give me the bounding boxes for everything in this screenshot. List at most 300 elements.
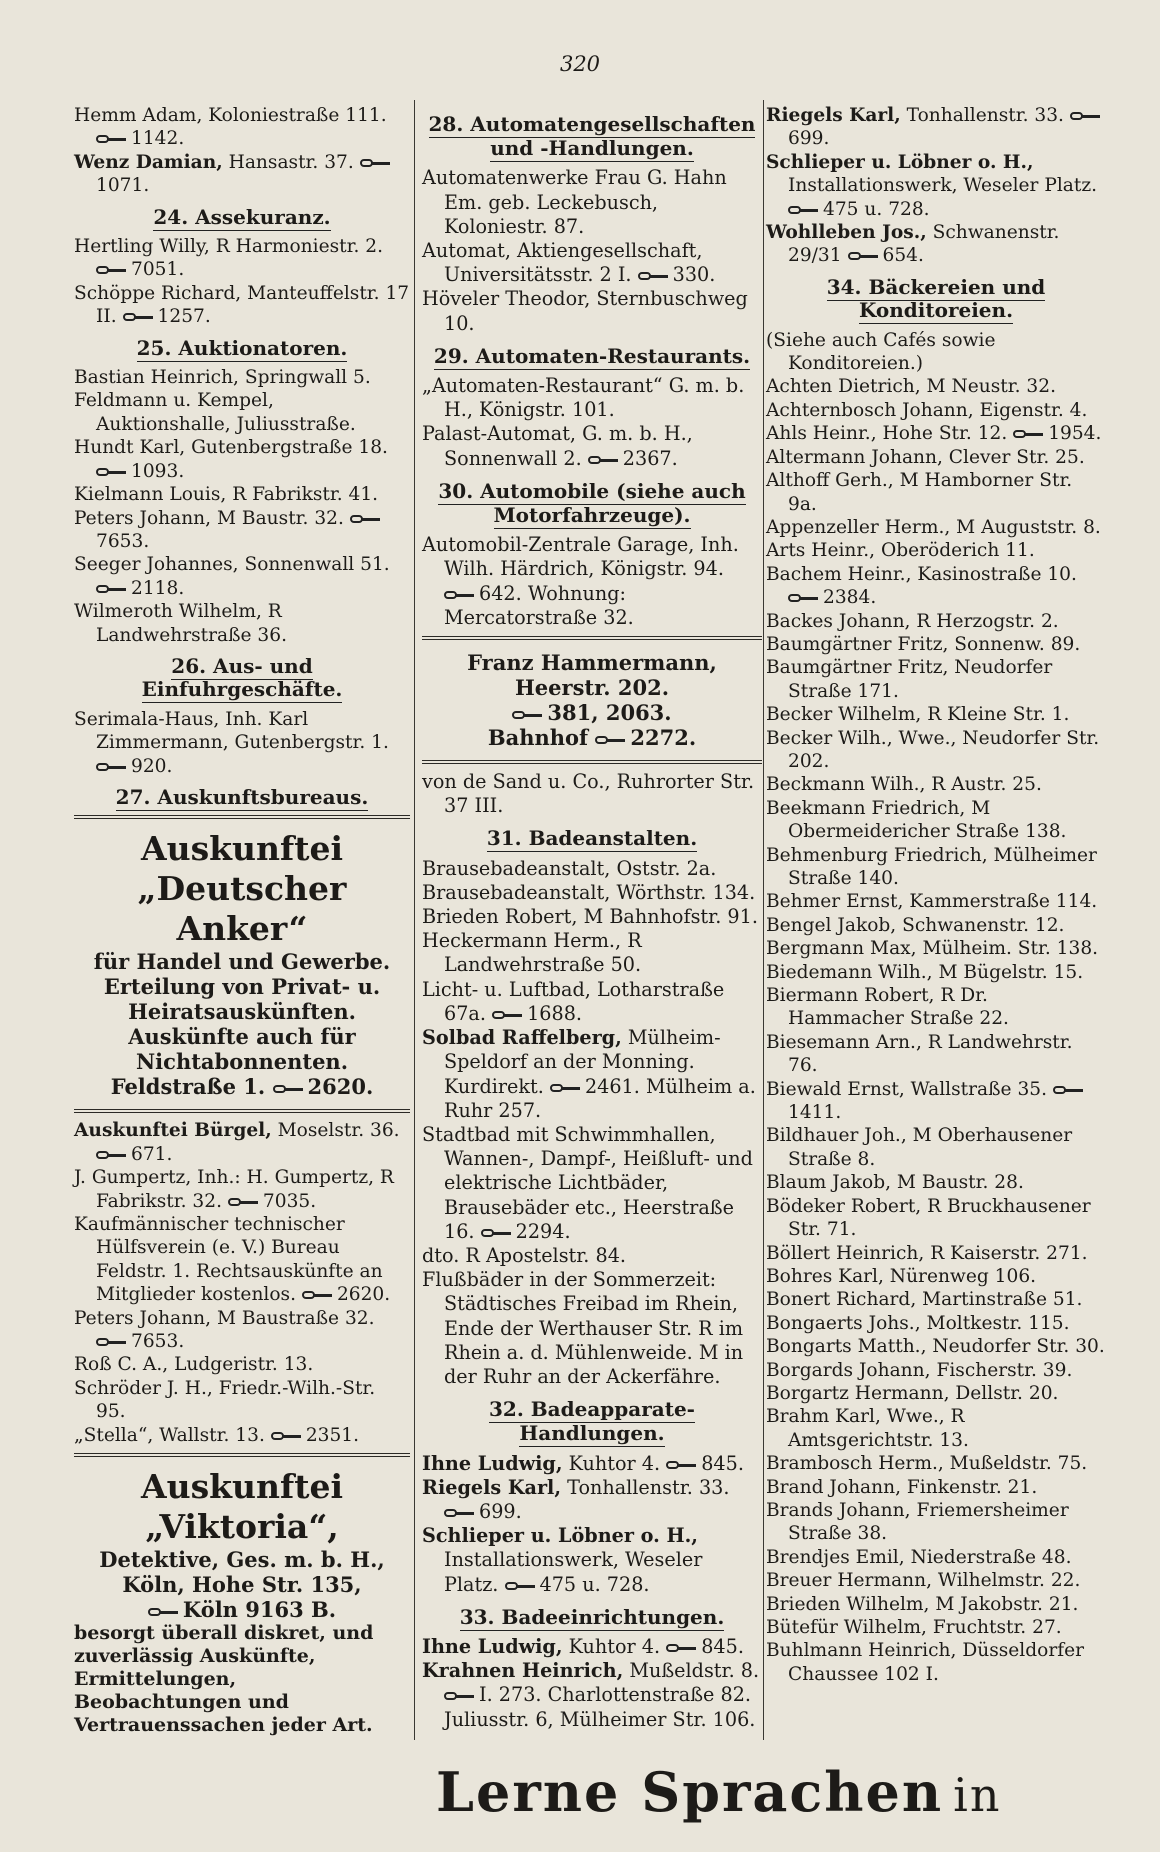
ad-line: für Handel und Gewerbe. [93,949,391,975]
entry-text: Kielmann Louis, R Fabrikstr. 41. [74,484,379,506]
column-middle [422,104,762,1732]
telephone-icon [96,583,126,595]
entry-text: Bongaerts Johs., Moltkestr. 115. [766,1312,1070,1334]
entry-text: Palast-Automat, G. m. b. H., Sonnenwall 2. [422,422,693,470]
directory-entry [74,600,410,647]
directory-entry [74,1119,410,1166]
entry-phone: 2461. Mülheim a. Ruhr 257. [444,1074,756,1122]
entry-text: Althoff Gerh., M Hamborner Str. 9a. [766,470,1073,515]
directory-entry [422,1635,762,1659]
telephone-icon [505,1580,535,1592]
telephone-icon [444,1507,474,1519]
ad-description: besorgt überall diskret, und zuverlässig Auskünfte, Ermittelungen, Beobachtungen und Vertrauenssachen jeder Art. [74,1622,374,1737]
directory-entry [422,374,762,422]
directory-entry [766,422,1106,445]
entry-text: Schöppe Richard, Manteuffelstr. 17 II. [74,282,410,328]
directory-entry [766,633,1106,656]
divider [422,636,762,640]
entry-phone: 2620. [336,1284,391,1306]
directory-entry [74,151,410,198]
directory-entry [422,1123,762,1244]
entry-text: Blaum Jakob, M Baustr. 28. [766,1172,1024,1194]
entry-text: Biermann Robert, R Dr. Hammacher Straße 22. [766,985,1009,1030]
directory-entry [74,1377,410,1424]
directory-entry [766,914,1106,937]
directory-entry [422,857,762,881]
directory-entry [766,1452,1106,1475]
entry-phone: 7653. [131,1331,185,1353]
column-divider [414,100,415,1740]
entry-phone: 699. [788,128,830,150]
entry-name: Wenz Damian, [74,151,223,173]
entry-text: Brieden Robert, M Bahnhofstr. 91. [422,905,758,929]
directory-entry [766,446,1106,469]
entry-text: Automobil-Zentrale Garage, Inh. Wilh. Härdrich, Königstr. 94. [422,533,739,581]
telephone-icon [271,1430,301,1442]
directory-entry [766,104,1106,151]
entry-text: Bergmann Max, Mülheim. Str. 138. [766,938,1099,960]
directory-entry [766,1078,1106,1125]
entry-text: Mußeldstr. 8. [629,1659,760,1683]
telephone-icon [1053,1084,1083,1096]
entry-text: Böllert Heinrich, R Kaiserstr. 271. [766,1242,1088,1264]
entry-name: Wohlleben Jos., [766,222,927,244]
entry-phone: 1093. [131,460,185,482]
entry-text: Brands Johann, Friemersheimer Straße 38. [766,1499,1069,1545]
directory-entry [766,1569,1106,1592]
directory-entry [74,553,410,600]
entry-phone: 920. [131,755,173,777]
section-heading [422,826,762,850]
directory-entry [766,656,1106,703]
entry-phone: 330. [672,263,716,287]
entry-text: Kaufmännischer technischer Hülfsverein (e. V.) Bureau Feldstr. 1. Rechtsauskünfte an Mitglieder kostenlos. [74,1214,383,1306]
page-number: 320 [559,52,601,76]
telephone-icon [444,589,474,601]
telephone-icon [96,466,126,478]
directory-entry [422,239,762,287]
entry-text: Borgartz Hermann, Dellstr. 20. [766,1382,1059,1404]
directory-entry [766,469,1106,516]
entry-text: Brieden Wilhelm, M Jakobstr. 21. [766,1593,1079,1615]
entry-phone: 1954. [1048,423,1102,445]
directory-entry [766,961,1106,984]
entry-text: Breuer Hermann, Wilhelmstr. 22. [766,1570,1081,1592]
entry-text: Hertling Willy, R Harmoniestr. 2. [74,236,384,258]
directory-entry [766,1195,1106,1242]
section-heading [422,1605,762,1629]
divider [74,815,410,819]
ad-line: Erteilung von Privat- u. Heiratsauskünften. [103,974,381,1025]
entry-name: Schlieper u. Löbner o. H., [766,151,1034,173]
section-heading-text: 24. Assekuranz. [153,204,331,229]
directory-entry [766,399,1106,422]
entry-text: Bonert Richard, Martinstraße 51. [766,1289,1083,1311]
entry-text: Automat, Aktiengesellschaft, Universitätsstr. 2 I. [422,239,703,287]
directory-entry [766,1288,1106,1311]
telephone-icon [350,513,380,525]
advertisement-box [422,646,762,754]
directory-entry [422,929,762,977]
entry-phone: 2351. [305,1424,360,1446]
directory-entry [766,563,1106,610]
directory-entry [766,1031,1106,1078]
entry-phone: 2384. [823,587,877,609]
entry-text: Wilmeroth Wilhelm, R Landwehrstraße 36. [74,601,287,646]
entry-text: (Siehe auch Cafés sowie Konditoreien.) [766,329,996,375]
telephone-icon [588,454,618,466]
entry-phone: 7051. [131,259,185,281]
entry-phone: 1411. [788,1102,842,1124]
section-heading-text: 34. Bäckereien und Konditoreien. [826,274,1046,323]
ad-title: Auskunftei „Viktoria“, [141,1467,343,1547]
directory-entry [766,516,1106,539]
entry-phone: 845. [701,1634,744,1658]
entry-text: Heckermann Herm., R Landwehrstraße 50. [422,929,642,977]
section-heading [422,1397,762,1445]
directory-entry [74,389,410,436]
directory-entry [766,1546,1106,1569]
section-heading-text: 33. Badeeinrichtungen. [459,1604,725,1629]
directory-entry [422,1476,762,1524]
directory-entry [422,166,762,239]
directory-entry [766,610,1106,633]
telephone-icon [228,1196,258,1208]
directory-entry [766,1242,1106,1265]
entry-text: Seeger Johannes, Sonnenwall 51. [74,554,390,576]
entry-phone: 1071. [96,175,150,197]
directory-entry [422,533,762,630]
entry-text: Moselstr. 36. [277,1120,400,1142]
entry-phone: 2294. [515,1219,571,1243]
directory-entry [766,329,1106,376]
ad-phone: 381, 2063. [547,700,672,726]
directory-entry [766,703,1106,726]
section-heading [74,655,410,702]
entry-text: von de Sand u. Co., Ruhrorter Str. 37 III. [422,770,755,818]
section-heading-text: 26. Aus- und Einfuhrgeschäfte. [141,653,343,702]
entry-text: Backes Johann, R Herzogstr. 2. [766,610,1059,632]
entry-text: Bastian Heinrich, Springwall 5. [74,367,371,389]
section-heading [422,344,762,368]
section-heading-text: 27. Auskunftsbureaus. [115,784,369,809]
section-heading [74,786,410,809]
telephone-icon [96,133,126,145]
telephone-icon [492,1009,522,1021]
entry-text: Hansastr. 37. [228,151,354,173]
entry-text: Hemm Adam, Koloniestraße 111. [74,105,387,126]
entry-phone: 642. Wohnung: Mercatorstraße 32. [444,581,634,629]
entry-text: Bödeker Robert, R Bruckhausener Str. 71. [766,1195,1091,1241]
entry-text: Mülheim-Speldorf an der Monning. Kurdirekt. [444,1026,721,1098]
directory-entry [766,797,1106,844]
directory-entry [74,1424,410,1447]
entry-phone: 699. [479,1499,522,1523]
directory-entry [74,1213,410,1307]
directory-entry [766,221,1106,268]
entry-text: Achten Dietrich, M Neustr. 32. [766,376,1057,398]
column-right [766,104,1106,1686]
divider [74,1453,410,1457]
entry-name: Riegels Karl, [766,105,901,126]
telephone-icon [638,270,668,282]
entry-text: Brausebadeanstalt, Wörthstr. 134. [422,880,756,904]
entry-phone: 1257. [157,306,211,328]
section-heading-text: 31. Badeanstalten. [486,826,698,851]
entry-text: Becker Wilhelm, R Kleine Str. 1. [766,704,1070,726]
entry-text: Achternbosch Johann, Eigenstr. 4. [766,399,1088,421]
directory-entry [74,483,410,506]
directory-entry [766,1616,1106,1639]
advertisement-box [74,825,410,1103]
telephone-icon [360,157,390,169]
directory-entry [766,1124,1106,1171]
ad-title-2: „Deutscher Anker“ [137,869,347,949]
entry-text: „Automaten-Restaurant“ G. m. b. H., Königstr. 101. [422,374,745,422]
entry-text: Licht- u. Luftbad, Lotharstraße 67a. [422,977,725,1025]
telephone-icon [302,1289,332,1301]
entry-text: Tonhallenstr. 33. [567,1475,730,1499]
telephone-icon [96,264,126,276]
directory-entry [74,507,410,554]
entry-text: dto. R Apostelstr. 84. [422,1243,627,1267]
directory-entry [766,984,1106,1031]
telephone-icon [666,1642,696,1654]
section-heading-text: 30. Automobile (siehe auch Motorfahrzeuge). [438,478,746,528]
entry-text: Installationswerk, Weseler Platz. [444,1548,703,1596]
entry-phone: 7035. [262,1190,317,1212]
directory-entry [766,773,1106,796]
telephone-icon [788,592,818,604]
advertisement-banner [436,1760,1002,1824]
directory-entry [766,375,1106,398]
directory-entry [766,1593,1106,1616]
entry-text: Baumgärtner Fritz, Sonnenw. 89. [766,633,1081,655]
directory-entry [766,539,1106,562]
entry-name: Solbad Raffelberg, [422,1026,622,1050]
entry-text: Tonhallenstr. 33. [906,105,1064,126]
directory-entry [74,708,410,778]
directory-entry [766,1476,1106,1499]
ad-phone-line [422,700,762,725]
directory-entry [766,844,1106,891]
telephone-icon [444,1690,474,1702]
directory-entry [766,1359,1106,1382]
entry-text: Bütefür Wilhelm, Fruchtstr. 27. [766,1617,1062,1638]
entry-text: Kuhtor 4. [568,1451,661,1475]
entry-text: Ahls Heinr., Hohe Str. 12. [766,423,1008,445]
entry-text: „Stella“, Wallstr. 13. [74,1424,265,1446]
entry-text: Brendjes Emil, Niederstraße 48. [766,1546,1072,1568]
entry-name: Krahnen Heinrich, [422,1659,624,1683]
entry-text: Stadtbad mit Schwimmhallen, Wannen-, Dampf-, Heißluft- und elektrische Lichtbäder, Brausebäder etc., Heerstraße 16. [422,1122,753,1243]
ad-line: Auskünfte auch für Nichtabonnenten. [128,1024,356,1075]
entry-name: Auskunftei Bürgel, [74,1120,272,1142]
directory-entry [766,151,1106,221]
telephone-icon [273,1083,303,1095]
directory-entry [422,905,762,929]
directory-entry [766,1405,1106,1452]
telephone-icon [788,204,818,216]
directory-entry [74,235,410,282]
telephone-icon [148,1606,178,1618]
entry-text: Behmenburg Friedrich, Mülheimer Straße 140. [766,844,1097,889]
directory-entry [766,1265,1106,1288]
directory-entry [422,1452,762,1476]
section-heading [422,479,762,527]
directory-entry [422,881,762,905]
column-left [74,104,410,1741]
entry-text: Baumgärtner Fritz, Neudorfer Straße 171. [766,657,1053,702]
ad-title: Auskunftei [141,829,343,869]
entry-text: Brausebadeanstalt, Oststr. 2a. [422,856,717,880]
section-heading-text: 29. Automaten-Restaurants. [433,343,751,368]
entry-name: Schlieper u. Löbner o. H., [422,1524,698,1548]
telephone-icon [595,734,625,746]
telephone-icon [848,250,878,262]
entry-text: Serimala-Haus, Inh. Karl Zimmermann, Gutenbergstr. 1. [74,708,389,754]
entry-phone: 7653. [96,530,150,552]
telephone-icon [481,1227,511,1239]
entry-phone: 654. [882,245,924,267]
telephone-icon [96,761,126,773]
entry-phone: 845. [701,1451,744,1475]
entry-text: J. Gumpertz, Inh.: H. Gumpertz, R Fabrikstr. 32. [74,1167,394,1212]
telephone-icon [550,1082,580,1094]
directory-entry [766,1335,1106,1358]
banner-suffix: in [953,1768,1002,1822]
section-heading-text: 28. Automatengesellschaften und -Handlungen. [428,112,756,161]
ad-phone: 2272. [630,725,697,751]
telephone-icon [1013,428,1043,440]
entry-phone: 671. [131,1143,173,1165]
entry-phone: 1688. [527,1001,583,1025]
entry-text: Biesemann Arn., R Landwehrstr. 76. [766,1031,1073,1077]
directory-entry [422,770,762,818]
telephone-icon [512,709,542,721]
telephone-icon [1070,110,1100,122]
entry-phone: 1142. [131,128,185,150]
section-heading-text: 25. Auktionatoren. [136,335,348,360]
section-heading-text: 32. Badeapparate-Handlungen. [489,1397,695,1446]
entry-text: Automatenwerke Frau G. Hahn Em. geb. Leckebusch, Koloniestr. 87. [422,166,727,238]
ad-title: Franz Hammermann, Heerstr. 202. [467,650,717,701]
entry-text: Buhlmann Heinrich, Düsseldorfer Chaussee 102 I. [766,1640,1085,1685]
section-heading [74,337,410,360]
directory-entry [422,1026,762,1123]
entry-text: Peters Johann, M Baustraße 32. [74,1307,375,1329]
entry-text: Appenzeller Herm., M Auguststr. 8. [766,516,1101,538]
banner-text: Lerne Sprachen [436,1760,944,1824]
entry-name: Ihne Ludwig, [422,1451,563,1475]
entry-text: Borgards Johann, Fischerstr. 39. [766,1359,1073,1381]
directory-entry [766,1312,1106,1335]
entry-phone: I. 273. Charlottenstraße 82. Juliusstr. 6, Mülheimer Str. 106. [444,1683,756,1731]
ad-phone: Köln 9163 B. [182,1597,337,1623]
directory-entry [422,1659,762,1732]
entry-text: Peters Johann, M Baustr. 32. [74,507,344,529]
entry-text: Höveler Theodor, Sternbuschweg 10. [422,287,748,335]
directory-entry [422,978,762,1026]
entry-text: Brahm Karl, Wwe., R Amtsgerichtstr. 13. [766,1406,969,1451]
directory-entry [766,1382,1106,1405]
entry-text: Bildhauer Joh., M Oberhausener Straße 8. [766,1125,1073,1170]
divider [422,760,762,764]
entry-text: Altermann Johann, Clever Str. 25. [766,446,1085,468]
directory-entry [766,937,1106,960]
entry-text: Beckmann Wilh., R Austr. 25. [766,774,1042,796]
ad-line: Köln, Hohe Str. 135, [122,1572,362,1598]
entry-text: Bongarts Matth., Neudorfer Str. 30. [766,1336,1105,1358]
entry-text: Kuhtor 4. [568,1634,661,1658]
directory-entry [74,1307,410,1354]
entry-text: Roß C. A., Ludgeristr. 13. [74,1354,314,1376]
column-divider [763,100,764,1740]
directory-entry [422,1524,762,1597]
directory-entry [74,282,410,329]
entry-text: Flußbäder in der Sommerzeit: Städtisches Freibad im Rhein, Ende der Werthauser Str. R im Rhein a. d. Mühlenweide. M in der Ruhr an der Ackerfähre. [422,1268,744,1388]
section-heading [74,206,410,229]
entry-text: Beekmann Friedrich, M Obermeidericher Straße 138. [766,797,1067,843]
directory-entry [74,1166,410,1213]
entry-name: Ihne Ludwig, [422,1634,563,1658]
entry-text: Hundt Karl, Gutenbergstraße 18. [74,437,388,459]
section-heading [766,276,1106,323]
directory-entry [74,366,410,389]
advertisement-box [74,1463,410,1741]
directory-entry [74,104,410,151]
ad-address [74,1074,410,1099]
entry-text: Bengel Jakob, Schwanenstr. 12. [766,914,1065,936]
directory-entry [422,287,762,335]
section-heading [422,112,762,160]
entry-text: Installationswerk, Weseler Platz. [788,175,1098,197]
telephone-icon [96,1336,126,1348]
directory-entry [766,727,1106,774]
directory-entry [422,1268,762,1389]
entry-text: Bachem Heinr., Kasinostraße 10. [766,563,1077,585]
ad-phone: 2620. [307,1074,374,1100]
entry-text: Schröder J. H., Friedr.-Wilh.-Str. 95. [74,1377,376,1423]
entry-text: Feldmann u. Kempel, Auktionshalle, Juliusstraße. [74,390,356,435]
directory-entry [422,422,762,470]
entry-text: Biewald Ernst, Wallstraße 35. [766,1078,1048,1100]
entry-text: Brambosch Herm., Mußeldstr. 75. [766,1453,1088,1475]
entry-text: Behmer Ernst, Kammerstraße 114. [766,891,1098,913]
telephone-icon [666,1459,696,1471]
directory-entry [766,1171,1106,1194]
ad-phone-line [422,725,762,750]
entry-text: Becker Wilh., Wwe., Neudorfer Str. 202. [766,727,1100,772]
directory-entry [766,1639,1106,1686]
entry-phone: 475 u. 728. [539,1572,650,1596]
ad-line: Bahnhof [487,725,589,751]
directory-entry [766,890,1106,913]
divider [74,1109,410,1113]
telephone-icon [96,1149,126,1161]
entry-phone: 475 u. 728. [823,198,930,220]
entry-text: Schwanenstr. 29/31 [788,222,1060,267]
directory-entry [766,1499,1106,1546]
ad-line: Detektive, Ges. m. b. H., [99,1547,385,1573]
entry-name: Riegels Karl, [422,1475,562,1499]
entry-text: Biedemann Wilh., M Bügelstr. 15. [766,961,1084,983]
directory-entry [74,436,410,483]
telephone-icon [123,311,153,323]
entry-phone: 2118. [131,577,185,599]
entry-text: Brand Johann, Finkenstr. 21. [766,1476,1038,1498]
entry-phone: 2367. [622,446,678,470]
